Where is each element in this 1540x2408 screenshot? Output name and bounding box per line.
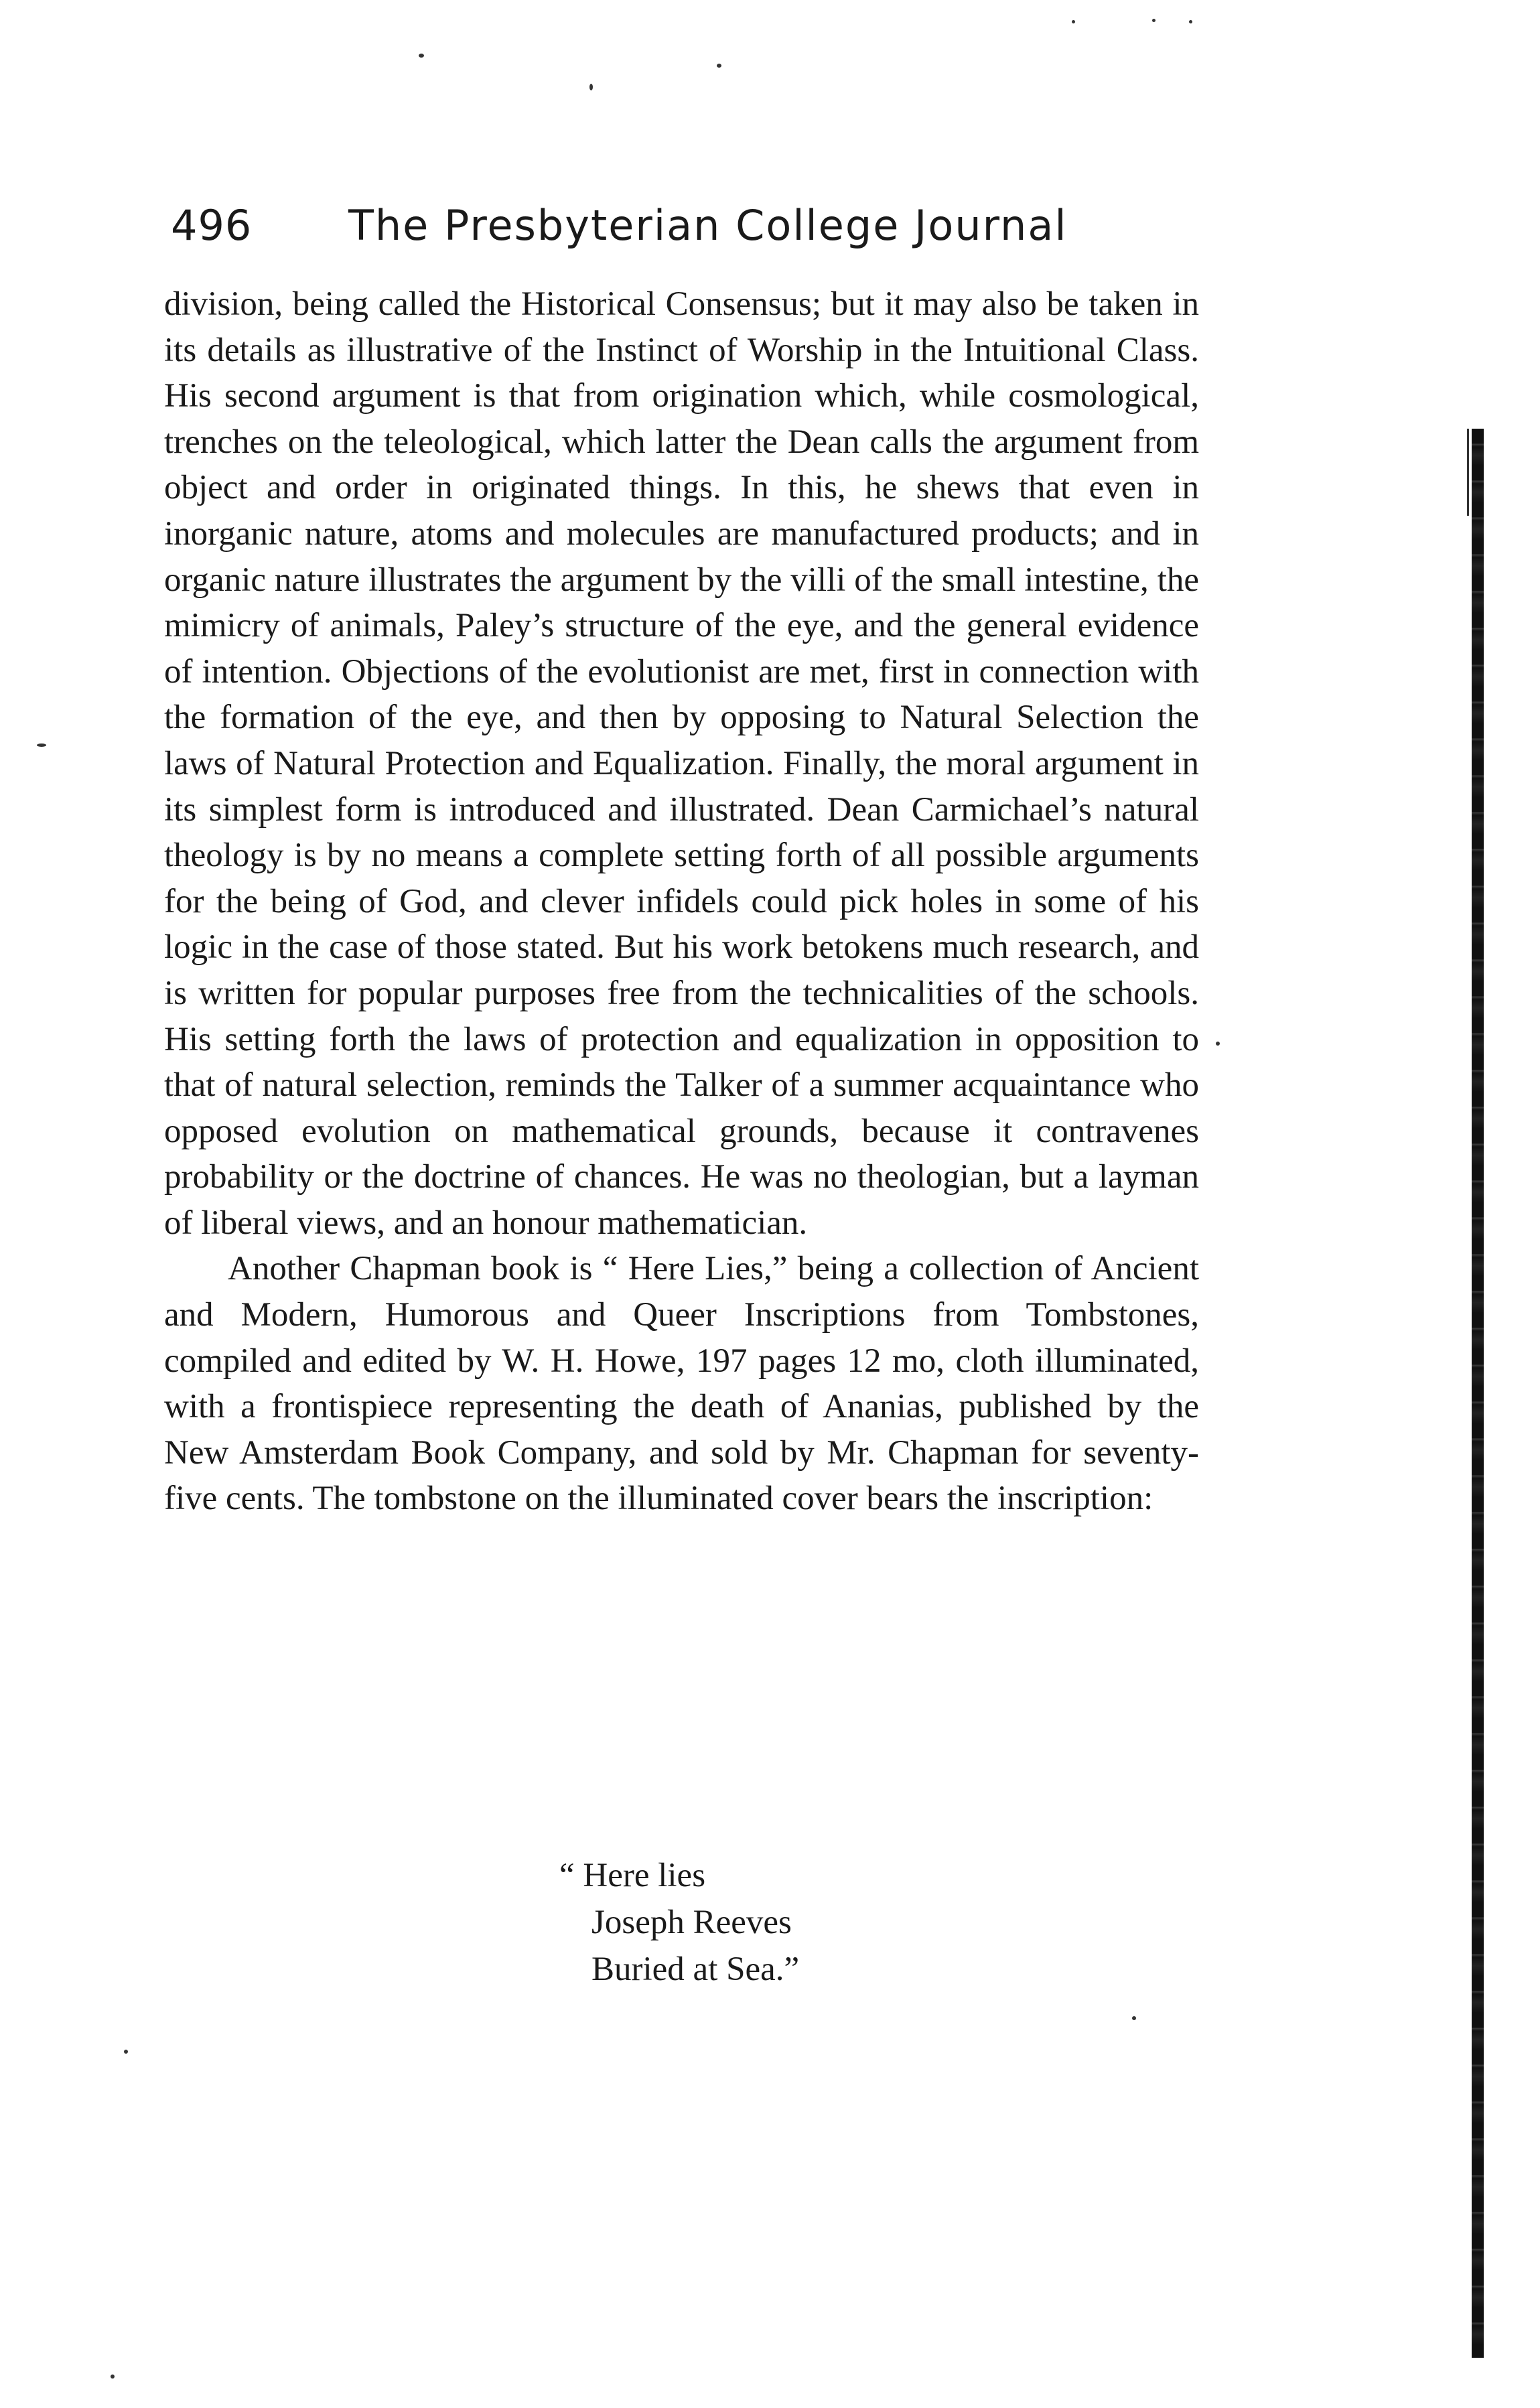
scan-speck [111, 2375, 115, 2379]
scan-speck [1189, 20, 1192, 23]
epitaph-line: Buried at Sea.” [591, 1951, 800, 1988]
epitaph-line: “ Here lies [559, 1857, 706, 1894]
scan-speck [124, 2050, 128, 2054]
scan-speck [1152, 19, 1156, 22]
scan-edge-line [1467, 429, 1469, 516]
paragraph: Another Chapman book is “ Here Lies,” being a collection of Ancient and Modern, Humorous and Queer Inscriptions from Tombstones, compiled and edited by W. H. Howe, 197 pages 12 mo, cloth illuminated, with a frontispiece representing the death of Ananias, published by the New Amsterdam Book Company, and sold by Mr. Chapman for seventy-five cents. The tombstone on the illuminated cover bears the inscription: [164, 1250, 1199, 1518]
paragraph: division, being called the Historical Consensus; but it may also be taken in its details as illustrative of the Instinct of Worship in the Intuitional Class. His second argument is that from origination which, while cosmological, trenches on the teleological, which latter the Dean calls the argument from object and order in originated things. In this, he shews that even in inorganic nature, atoms and molecules are manufactured products; and in organic nature illustrates the argument by the villi of the small intestine, the mimicry of animals, Paley’s structure of the eye, and the general evidence of intention. Objections of the evolutionist are met, first in connection with the formation of the eye, and then by opposing to Natural Selection the laws of Natural Protection and Equalization. Finally, the moral argument in its simplest form is introduced and illustrated. Dean Carmichael’s natural theology is by no means a complete setting forth of all possible arguments for the being of God, and clever infidels could pick holes in some of his logic in the case of those stated. But his work betokens much research, and is written for popular purposes free from the technicalities of the schools. His setting forth the laws of protection and equalization in opposition to that of natural selection, reminds the Talker of a summer acquaintance who opposed evolution on mathematical grounds, because it contravenes probability or the doctrine of chances. He was no theologian, but a layman of liberal views, and an honour mathematician. [164, 285, 1199, 1242]
epitaph-line: Joseph Reeves [591, 1904, 792, 1941]
epitaph-quote [559, 1852, 799, 1993]
scan-speck [1216, 1042, 1220, 1046]
article-body [164, 281, 1199, 1522]
scan-speck [1132, 2016, 1136, 2020]
page-header [171, 201, 1216, 261]
running-title: The Presbyterian College Journal [348, 201, 1068, 250]
scan-speck [1072, 20, 1075, 23]
scan-speck [589, 84, 593, 90]
scan-speck [717, 64, 721, 68]
scan-speck [37, 743, 46, 747]
scan-speck [419, 54, 424, 58]
page-number: 496 [171, 201, 253, 250]
scan-binding-shadow [1472, 429, 1484, 2358]
